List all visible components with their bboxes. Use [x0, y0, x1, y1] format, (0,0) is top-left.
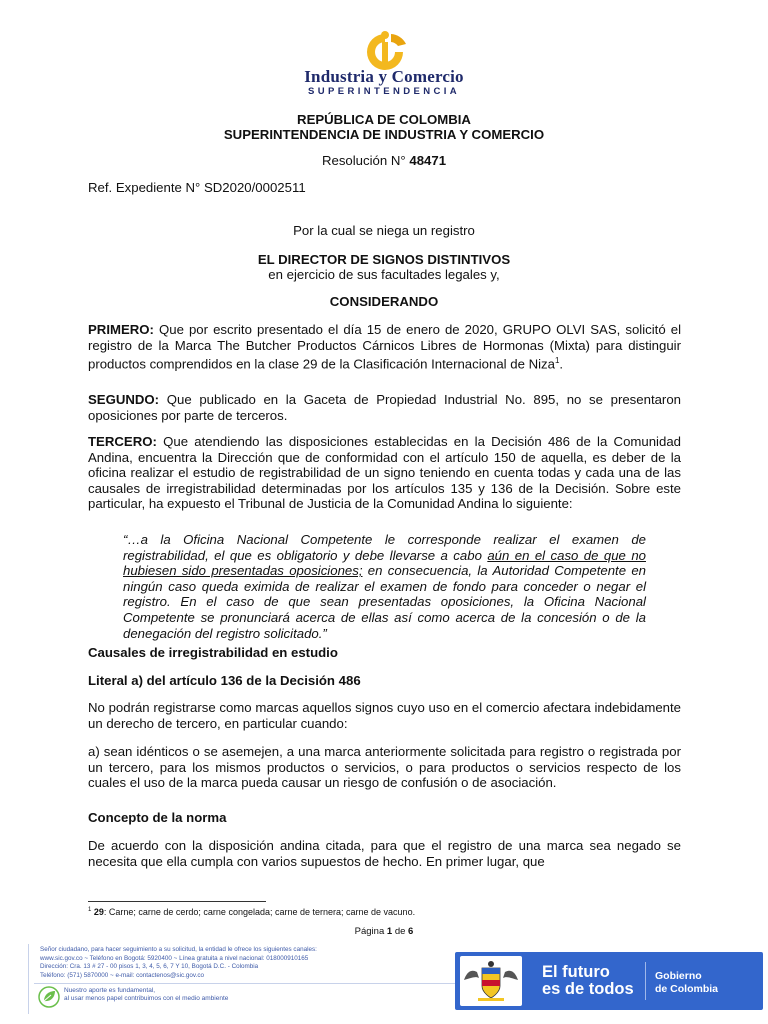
quote-part-b: en consecuencia, la Autoridad Competente en ningún caso queda eximida de realizar el examen de fondo para conceder o negar el registro. En el caso de que sean presentadas oposiciones, la Oficina Nacional Competente se pronunciará acerca de ellas así como acerca de la concesión o de la denegación del registro solicitado.” [123, 563, 647, 641]
resolution-line [0, 153, 768, 168]
ref-line [88, 180, 306, 195]
footer-divider-horizontal [34, 983, 460, 984]
paragraph-tercero [88, 434, 681, 512]
footnote-ref[interactable]: 1 [554, 356, 560, 366]
country-heading: REPÚBLICA DE COLOMBIA [297, 112, 471, 127]
entity-heading: SUPERINTENDENCIA DE INDUSTRIA Y COMERCIO [223, 127, 545, 142]
paragraph-concepto: De acuerdo con la disposición andina citada, para que el registro de una marca sea negado se necesita que ella cumpla con varios supuestos de hecho. En primer lugar, que [88, 838, 681, 869]
sic-logo [0, 30, 768, 100]
page-label: Página [354, 926, 385, 937]
logo-org-sub: SUPERINTENDENCIA [307, 86, 461, 97]
paragraph-primero [88, 322, 681, 372]
footnote-text: : Carne; carne de cerdo; carne congelada; carne de ternera; carne de vacuno. [103, 907, 416, 917]
contact-line-2[interactable]: www.sic.gov.co ~ Teléfono en Bogotá: 5920400 ~ Línea gratuita a nivel nacional: 018000910165 [40, 954, 309, 962]
footnote-class: 29 [93, 907, 104, 917]
quote-part-a: “…a la Oficina Nacional Competente le corresponde realizar el examen de registrabilidad, el que es obligatorio y debe llevarse a cabo [123, 532, 646, 563]
gov-slogan [542, 964, 634, 998]
sic-logo-icon [362, 30, 408, 70]
eco-line-1: Nuestro aporte es fundamental, [64, 987, 156, 994]
footer-divider-vertical [28, 944, 29, 1014]
ref-label: Ref. Expediente N° [88, 180, 201, 195]
jurisprudence-quote [123, 532, 646, 641]
leaf-icon [38, 986, 60, 1008]
logo-org-name: Industria y Comercio [304, 67, 464, 86]
resolution-number: 48471 [409, 153, 447, 168]
page-number [0, 926, 768, 937]
page-of: de [394, 926, 406, 937]
resolution-label: Resolución N° [321, 153, 406, 168]
heading-literal: Literal a) del artículo 136 de la Decisión 486 [88, 673, 361, 688]
contact-line-4[interactable]: Teléfono: (571) 5870000 ~ e-mail: contactenos@sic.gov.co [40, 971, 204, 979]
slogan-line-1: El futuro [542, 963, 610, 981]
primero-end: . [559, 356, 564, 372]
page-total: 6 [408, 926, 414, 937]
gov-name-line-2: de Colombia [655, 982, 719, 995]
page-current: 1 [386, 926, 393, 937]
tercero-text: Que atendiendo las disposiciones establecidas en la Decisión 486 de la Comunidad Andina, encuentra la Dirección que de conformidad con el artículo 150 de aquella, es deber de la oficina realizar el estudio de registrabilidad de un signo teniendo en cuenta todas y cada una de las causales de irregistrabilidad determinadas por los artículos 135 y 136 de la Decisión. Sobre este particular, ha expuesto el Tribunal de Justicia de la Comunidad Andina lo siguiente: [88, 434, 681, 512]
paragraph-segundo [88, 392, 681, 423]
gov-name [655, 970, 718, 995]
paragraph-no-podran: No podrán registrarse como marcas aquellos signos cuyo uso en el comercio afectara indebidamente un derecho de tercero, en particular cuando: [88, 700, 681, 731]
heading-concepto: Concepto de la norma [88, 810, 227, 825]
subject-line: Por la cual se niega un registro [293, 223, 475, 238]
footer-contact [40, 946, 317, 980]
gov-name-line-1: Gobierno [655, 970, 702, 982]
primero-text: Que por escrito presentado el día 15 de enero de 2020, GRUPO OLVI SAS, solicitó el registro de la Marca The Butcher Productos Cárnicos Libres de Hormonas (Mixta) para distinguir productos comprendidos en la clase 29 de la Clasificación Internacional de Niza [88, 322, 681, 372]
coat-of-arms-box [460, 956, 522, 1006]
faculties-line: en ejercicio de sus facultades legales y, [268, 267, 500, 282]
ref-number: SD2020/0002511 [203, 180, 306, 195]
director-heading: EL DIRECTOR DE SIGNOS DISTINTIVOS [257, 252, 511, 267]
footnote-number: 1 [88, 907, 92, 913]
eco-message [64, 987, 228, 1004]
tercero-label: TERCERO: [88, 434, 157, 449]
heading-causales: Causales de irregistrabilidad en estudio [88, 645, 338, 660]
slogan-line-2: es de todos [542, 980, 634, 998]
primero-label: PRIMERO: [88, 322, 154, 337]
coat-of-arms-icon [460, 956, 522, 1006]
gov-separator [645, 962, 646, 1000]
segundo-label: SEGUNDO: [88, 392, 160, 407]
contact-line-3: Dirección: Cra. 13 # 27 - 00 pisos 1, 3, 4, 5, 6, 7 Y 10, Bogotá D.C. - Colombia [40, 963, 259, 971]
contact-line-1: Señor ciudadano, para hacer seguimiento a su solicitud, la entidad le ofrece los siguientes canales: [40, 946, 317, 953]
segundo-text: Que publicado en la Gaceta de Propiedad Industrial No. 895, no se presentaron oposiciones por parte de terceros. [88, 392, 681, 423]
eco-line-2: al usar menos papel contribuimos con el medio ambiente [64, 995, 229, 1003]
considerando-heading: CONSIDERANDO [329, 294, 439, 309]
paragraph-literal-a: a) sean idénticos o se asemejen, a una marca anteriormente solicitada para registro o registrada por un tercero, para los mismos productos o servicios, o para productos o servicios respecto de los cuales el uso de la marca pueda causar un riesgo de confusión o de asociación. [88, 744, 681, 791]
quote-underlined: aún en el caso de que no hubiesen sido presentadas oposiciones; [123, 547, 646, 579]
footnote [88, 907, 415, 917]
footnote-divider [88, 901, 266, 902]
